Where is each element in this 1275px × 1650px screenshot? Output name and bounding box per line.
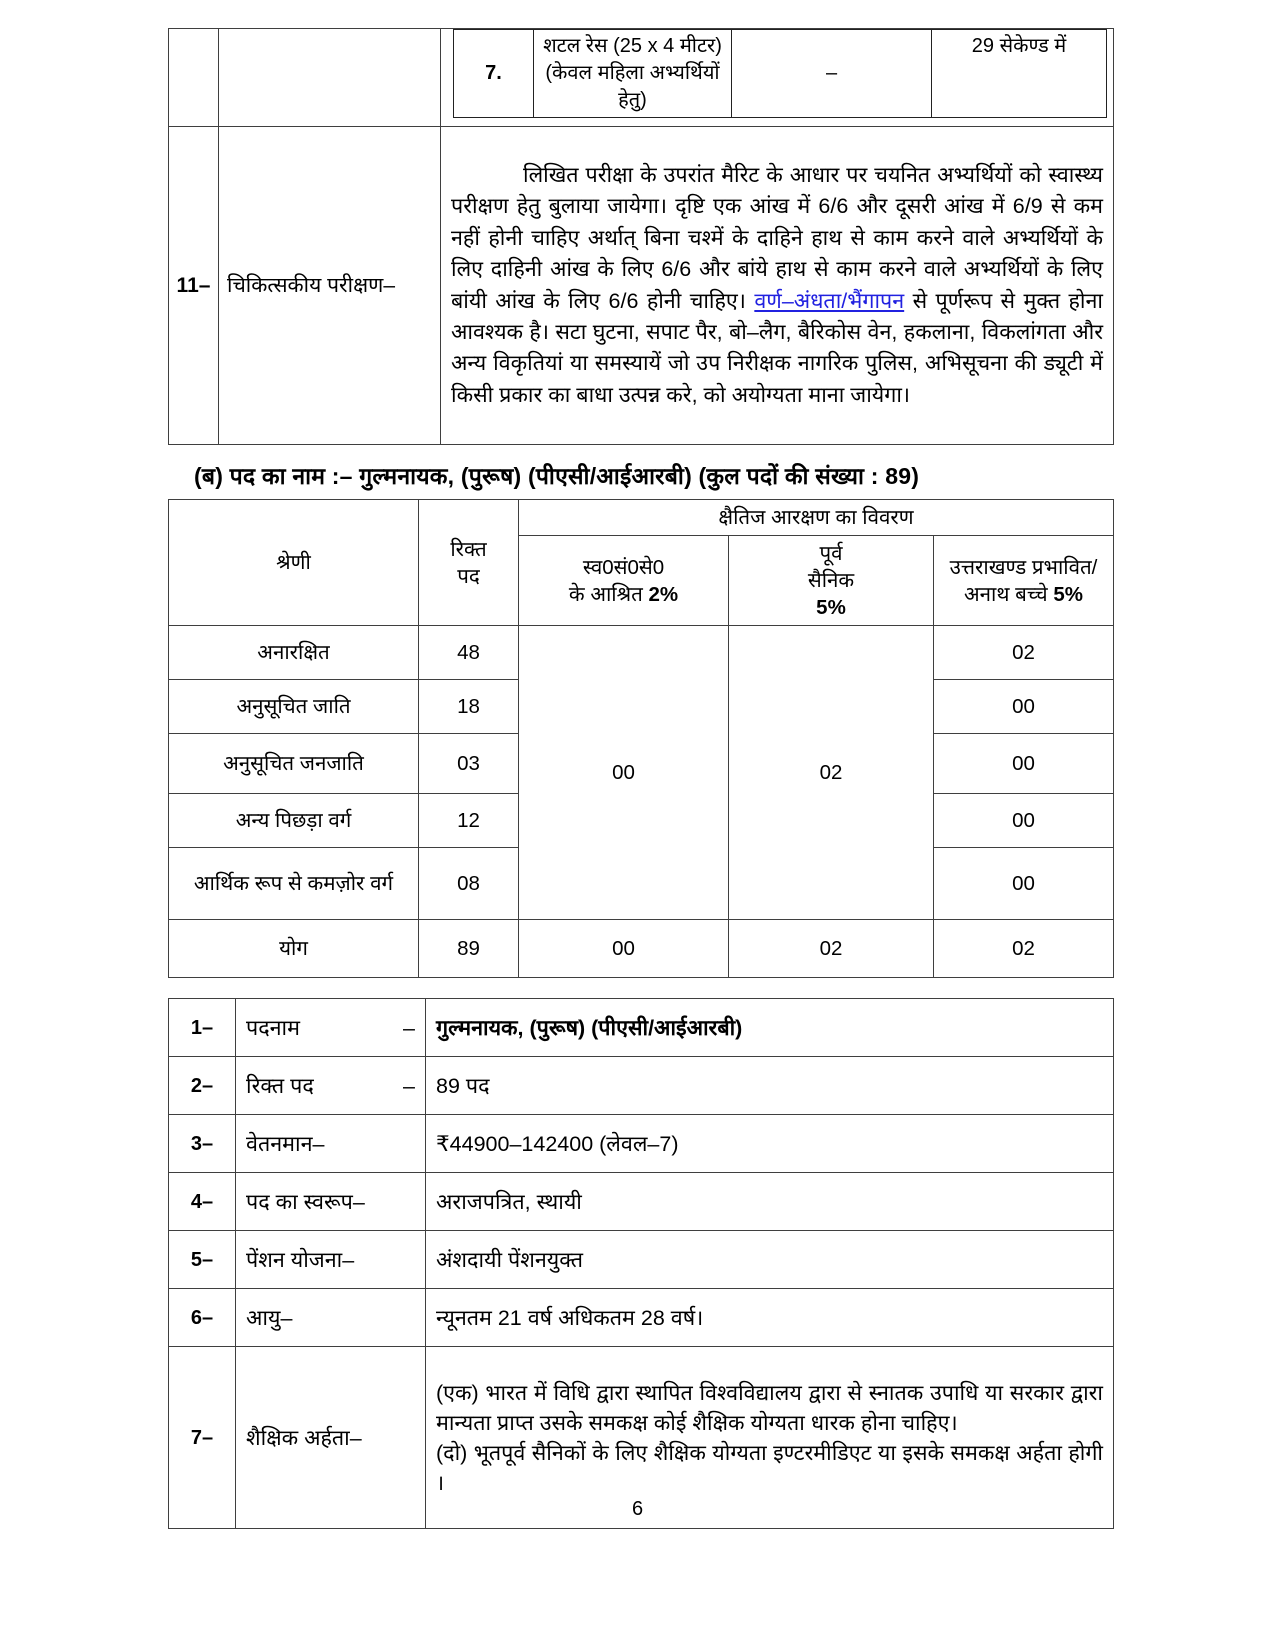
- detail-row2-label-cell: [236, 1057, 426, 1115]
- medical-row-label: चिकित्सकीय परीक्षण–: [219, 127, 441, 445]
- subheader3-percent: 5%: [1053, 582, 1083, 606]
- detail-row7-number: 7–: [169, 1347, 236, 1529]
- total-affected-orphan: 02: [934, 920, 1114, 978]
- total-ex-servicemen: 02: [729, 920, 934, 978]
- affected-orphan-economically-weaker: 00: [934, 848, 1114, 920]
- header-vacant-line1: रिक्त: [450, 537, 487, 561]
- detail-row1-number: 1–: [169, 999, 236, 1057]
- detail-row1-dash: –: [403, 1015, 415, 1040]
- header-horizontal-reservation-group: क्षैतिज आरक्षण का विवरण: [519, 500, 1114, 536]
- affected-orphan-scheduled-caste: 00: [934, 680, 1114, 734]
- merged-ex-servicemen-value: 02: [729, 626, 934, 920]
- subheader1-line2: के आश्रित: [568, 582, 643, 606]
- detail-row2-number: 2–: [169, 1057, 236, 1115]
- table-row: [169, 1231, 1114, 1289]
- header-ex-servicemen: [729, 536, 934, 626]
- educational-qualification-para1: (एक) भारत में विधि द्वारा स्थापित विश्वविद्यालय द्वारा से स्नातक उपाधि या सरकार द्वारा मान्यता प्राप्त उसके समकक्ष कोई शैक्षिक योग्यता धारक होना चाहिए।: [436, 1380, 1103, 1435]
- empty-serial-cell: [169, 29, 219, 127]
- detail-pay-scale-value: ₹44900–142400 (लेवल–7): [426, 1115, 1114, 1173]
- detail-post-name-value: गुल्मनायक, (पुरूष) (पीएसी/आईआरबी): [426, 999, 1114, 1057]
- header-vacant-line2: पद: [457, 564, 480, 588]
- post-details-table: [168, 998, 1114, 1529]
- detail-age-value: न्यूनतम 21 वर्ष अधिकतम 28 वर्ष।: [426, 1289, 1114, 1347]
- category-scheduled-caste: अनुसूचित जाति: [169, 680, 419, 734]
- table-row: [454, 30, 1107, 118]
- detail-row1-label: पदनाम: [246, 1015, 300, 1040]
- table-row: [169, 1057, 1114, 1115]
- medical-paragraph-cell: [441, 127, 1114, 445]
- page-number: 6: [631, 1498, 644, 1520]
- shuttle-race-standard: 29 सेकेण्ड में: [932, 30, 1107, 118]
- detail-row4-label: पद का स्वरूप–: [236, 1173, 426, 1231]
- affected-orphan-other-backward-class: 00: [934, 794, 1114, 848]
- affected-orphan-unreserved: 02: [934, 626, 1114, 680]
- total-dependents: 00: [519, 920, 729, 978]
- color-blindness-squint-link[interactable]: वर्ण–अंधता/भैंगापन: [754, 288, 905, 313]
- subheader1-percent: 2%: [648, 582, 679, 606]
- affected-orphan-scheduled-tribe: 00: [934, 734, 1114, 794]
- empty-label-cell: [219, 29, 441, 127]
- medical-paragraph-text-before: लिखित परीक्षा के उपरांत मैरिट के आधार पर चयनित अभ्यर्थियों को स्वास्थ्य परीक्षण हेतु बुलाया जायेगा। दृष्टि एक आंख में 6/6 और दूसरी आंख में 6/9 से कम नहीं होनी चाहिए अर्थात् बिना चश्में के दाहिने हाथ से काम करने वाले अभ्यर्थियों के लिए दाहिनी आंख के लिए 6/6 और बांये हाथ से काम करने वाले अभ्यर्थियों के लिए बांयी आंख के लिए 6/6 होनी चाहिए।: [451, 162, 1103, 313]
- detail-row5-number: 5–: [169, 1231, 236, 1289]
- vacant-scheduled-tribe: 03: [419, 734, 519, 794]
- detail-row7-label: शैक्षिक अर्हता–: [236, 1347, 426, 1529]
- vacant-unreserved: 48: [419, 626, 519, 680]
- vacancy-reservation-table: [168, 499, 1114, 978]
- vacant-economically-weaker: 08: [419, 848, 519, 920]
- table-row: [169, 1173, 1114, 1231]
- detail-row6-number: 6–: [169, 1289, 236, 1347]
- detail-post-nature-value: अराजपत्रित, स्थायी: [426, 1173, 1114, 1231]
- page-content: [168, 28, 1113, 1529]
- educational-qualification-para2: (दो) भूतपूर्व सैनिकों के लिए शैक्षिक योग्यता इण्टरमीडिएट या इसके समकक्ष अर्हता होगी ।: [436, 1440, 1103, 1495]
- vacant-other-backward-class: 12: [419, 794, 519, 848]
- table-total-row: [169, 920, 1114, 978]
- merged-dependents-value: 00: [519, 626, 729, 920]
- vacant-scheduled-caste: 18: [419, 680, 519, 734]
- shuttle-race-marks: –: [732, 30, 932, 118]
- table-row: [169, 1289, 1114, 1347]
- subheader2-line2: सैनिक: [807, 569, 855, 592]
- shuttle-race-serial: 7.: [454, 30, 534, 118]
- detail-row5-label: पेंशन योजना–: [236, 1231, 426, 1289]
- subheader3-line2: अनाथ बच्चे: [964, 582, 1048, 606]
- detail-row6-label: आयु–: [236, 1289, 426, 1347]
- header-vacant-posts: [419, 500, 519, 626]
- table-row: [169, 29, 1114, 127]
- medical-examination-row: [169, 127, 1114, 445]
- category-scheduled-tribe: अनुसूचित जनजाति: [169, 734, 419, 794]
- shuttle-race-event: शटल रेस (25 x 4 मीटर) (केवल महिला अभ्यर्थियों हेतु): [534, 30, 732, 118]
- table-row: [169, 999, 1114, 1057]
- detail-row2-label: रिक्त पद: [246, 1073, 314, 1098]
- physical-test-continuation-table: [168, 28, 1114, 445]
- medical-row-number: 11–: [169, 127, 219, 445]
- subheader3-line1: उत्तराखण्ड प्रभावित/: [949, 555, 1098, 579]
- shuttle-race-nested-table: [453, 29, 1107, 118]
- subheader2-percent: 5%: [816, 596, 846, 619]
- detail-row4-number: 4–: [169, 1173, 236, 1231]
- detail-row3-number: 3–: [169, 1115, 236, 1173]
- header-uttarakhand-affected-orphans: [934, 536, 1114, 626]
- table-row: [169, 1115, 1114, 1173]
- table-header-row: [169, 500, 1114, 536]
- detail-row1-label-cell: [236, 999, 426, 1057]
- subheader1-line1: स्व0सं0से0: [582, 555, 665, 579]
- detail-row3-label: वेतनमान–: [236, 1115, 426, 1173]
- table-row: [169, 626, 1114, 680]
- header-category: श्रेणी: [169, 500, 419, 626]
- medical-paragraph-text-after: से पूर्णरूप से मुक्त होना आवश्यक है। सटा घुटना, सपाट पैर, बो–लैग, बैरिकोस वेन, हकलाना, विकलांगता और अन्य विकृतियां या समस्यायें जो उप निरीक्षक नागरिक पुलिस, अभिसूचना की ड्यूटी में किसी प्रकार का बाधा उत्पन्न करे, को अयोग्यता माना जायेगा।: [451, 288, 1103, 407]
- total-label: योग: [169, 920, 419, 978]
- medical-paragraph: [451, 160, 1103, 411]
- detail-pension-scheme-value: अंशदायी पेंशनयुक्त: [426, 1231, 1114, 1289]
- header-freedom-fighter-dependents: [519, 536, 729, 626]
- section-b-heading: (ब) पद का नाम :– गुल्मनायक, (पुरूष) (पीएसी/आईआरबी) (कुल पदों की संख्या : 89): [194, 463, 920, 489]
- detail-vacant-posts-value: 89 पद: [426, 1057, 1114, 1115]
- category-unreserved: अनारक्षित: [169, 626, 419, 680]
- nested-table-cell: [441, 29, 1114, 127]
- category-other-backward-class: अन्य पिछड़ा वर्ग: [169, 794, 419, 848]
- detail-row2-dash: –: [403, 1073, 415, 1098]
- subheader2-line1: पूर्व: [819, 542, 843, 565]
- total-vacant: 89: [419, 920, 519, 978]
- category-economically-weaker: आर्थिक रूप से कमज़ोर वर्ग: [169, 848, 419, 920]
